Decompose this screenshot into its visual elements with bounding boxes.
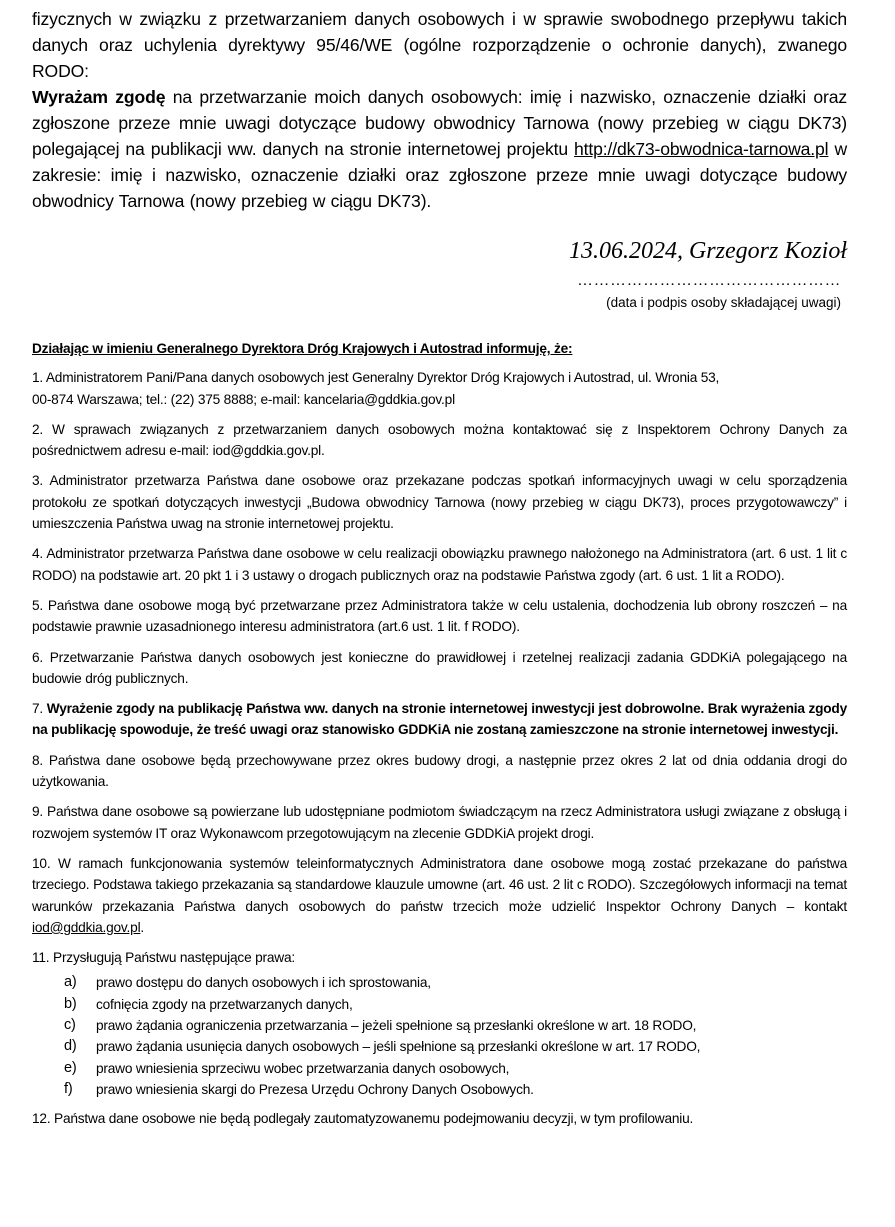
clause-item-9: 9. Państwa dane osobowe są powierzane lub udostępniane podmiotom świadczącym na rzecz Administratora usługi związane z obsługą i rozwojem systemów IT oraz Wykonawcom przegotowującym na zlecenie GDDKiA projekt drogi. <box>32 804 847 841</box>
rights-letter: c) <box>64 1017 76 1034</box>
information-heading: Działając w imieniu Generalnego Dyrektora Dróg Krajowych i Autostrad informuję, że: <box>32 341 573 356</box>
rights-text: prawo dostępu do danych osobowych i ich sprostowania, <box>96 975 431 991</box>
rights-letter: b) <box>64 995 77 1012</box>
iod-email-link[interactable]: iod@gddkia.gov.pl <box>32 919 141 935</box>
rodo-intro-text: fizycznych w związku z przetwarzaniem danych osobowych i w sprawie swobodnego przepływu takich danych oraz uchylenia dyrektywy 95/46/WE (ogólne rozporządzenie o ochronie danych), zwanego RODO: <box>32 9 847 81</box>
document-page <box>32 6 847 1139</box>
clause-item-5: 5. Państwa dane osobowe mogą być przetwarzane przez Administratora także w celu ustalenia, dochodzenia lub obrony roszczeń – na podstawie prawnie uzasadnionego interesu administratora (art.6 ust. 1 lit. f RODO). <box>32 597 847 635</box>
clause-item-6: 6. Przetwarzanie Państwa danych osobowych jest konieczne do prawidłowej i rzetelnej realizacji zadania GDDKiA polegającego na budowie dróg publicznych. <box>32 649 847 686</box>
rights-text: cofnięcia zgody na przetwarzanych danych, <box>96 996 353 1012</box>
clause-item-12: 12. Państwa dane osobowe nie będą podlegały zautomatyzowanemu podejmowaniu decyzji, w tym profilowaniu. <box>32 1111 694 1127</box>
rights-text: prawo żądania ograniczenia przetwarzania – jeżeli spełnione są przesłanki określone w art. 18 RODO, <box>96 1018 697 1034</box>
information-clause <box>32 338 847 1130</box>
clause-item-7-number: 7. <box>32 701 47 717</box>
consent-section <box>32 6 847 214</box>
clause-item-7 <box>32 698 847 741</box>
clause-item-10-end: . <box>140 919 145 935</box>
project-website-link[interactable]: http://dk73-obwodnica-tarnowa.pl <box>574 139 829 159</box>
rights-list-item <box>64 1015 847 1036</box>
rights-text: prawo wniesienia sprzeciwu wobec przetwarzania danych osobowych, <box>96 1060 510 1076</box>
rights-text: prawo żądania usunięcia danych osobowych – jeśli spełnione są przesłanki określone w art. 17 RODO, <box>96 1039 701 1055</box>
rights-list <box>32 972 847 1100</box>
consent-bold-label: Wyrażam zgodę <box>32 87 166 107</box>
clause-item-8: 8. Państwa dane osobowe będą przechowywane przez okres budowy drogi, a następnie przez okres 2 lat od dnia oddania drogi do użytkowania. <box>32 752 847 790</box>
clause-item-1 <box>32 367 847 410</box>
clause-item-10-text: 10. W ramach funkcjonowania systemów teleinformatycznych Administratora dane osobowe mogą zostać przekazane do państwa trzeciego. Podstawa takiego przekazania są standardowe klauzule umowne (art. 46 ust. 2 lit c RODO). Szczegółowych informacji na temat warunków przekazania Państwa danych osobowych do państw trzecich może udzielić Inspektor Ochrony Danych – kontakt <box>32 855 847 914</box>
rights-letter: a) <box>64 974 77 991</box>
rights-list-item <box>64 994 847 1015</box>
rights-letter: f) <box>64 1080 73 1097</box>
clause-item-11: 11. Przysługują Państwu następujące prawa: <box>32 950 295 966</box>
rights-list-item <box>64 972 847 993</box>
clause-item-1-line2: 00-874 Warszawa; tel.: (22) 375 8888; e-mail: kancelaria@gddkia.gov.pl <box>32 391 455 407</box>
rights-list-item <box>64 1036 847 1057</box>
signature-caption: (data i podpis osoby składającej uwagi) <box>606 295 841 310</box>
rights-text: prawo wniesienia skargi do Prezesa Urzędu Ochrony Danych Osobowych. <box>96 1081 534 1097</box>
consent-paragraph <box>32 84 847 214</box>
rights-letter: d) <box>64 1038 77 1055</box>
clause-item-7-bold-text: Wyrażenie zgody na publikację Państwa ww. danych na stronie internetowej inwestycji jest dobrowolne. Brak wyrażenia zgody na publikację spowoduje, że treść uwagi oraz stanowisko GDDKiA nie zostaną zamieszczone na stronie internetowej inwestycji. <box>32 701 847 738</box>
clause-item-10 <box>32 853 847 938</box>
clause-item-3: 3. Administrator przetwarza Państwa dane osobowe oraz przekazane podczas spotkań informacyjnych uwagi w celu sporządzenia protokołu ze spotkań dotyczących inwestycji „Budowa obwodnicy Tarnowa (nowy przebieg w ciągu DK73), proces przygotowawczy” i umieszczenia Państwa uwag na stronie internetowej projektu. <box>32 473 847 532</box>
consent-text-part1: na przetwarzanie moich danych osobowych: imię i nazwisko, oznaczenie działki oraz zgłoszone przeze mnie uwagi dotyczące budowy obwodnicy Tarnowa (nowy przebieg w ciągu DK73) polegającej na publikacji ww. danych na stronie internetowej projektu <box>32 87 847 159</box>
signature-dotted-line: ………………………………………… <box>577 272 841 289</box>
clause-item-4: 4. Administrator przetwarza Państwa dane osobowe w celu realizacji obowiązku prawnego nałożonego na Administratora (art. 6 ust. 1 lit c RODO) na podstawie art. 20 pkt 1 i 3 ustawy o drogach publicznych oraz na podstawie Państwa zgody (art. 6 ust. 1 lit a RODO). <box>32 546 847 583</box>
clause-item-2: 2. W sprawach związanych z przetwarzaniem danych osobowych można kontaktować się z Inspektorem Ochrony Danych za pośrednictwem adresu e-mail: iod@gddkia.gov.pl. <box>32 421 847 459</box>
rights-list-item <box>64 1058 847 1079</box>
clause-item-1-line1: 1. Administratorem Pani/Pana danych osobowych jest Generalny Dyrektor Dróg Krajowych i Autostrad, ul. Wronia 53, <box>32 370 720 386</box>
handwritten-signature: 13.06.2024, Grzegorz Kozioł <box>568 238 847 264</box>
rights-letter: e) <box>64 1059 77 1076</box>
rights-list-item <box>64 1079 847 1100</box>
consent-text-part2: w zakresie: imię i nazwisko, oznaczenie działki oraz zgłoszone przeze mnie uwagi dotyczące budowy obwodnicy Tarnowa (nowy przebieg w ciągu DK73). <box>32 139 847 211</box>
